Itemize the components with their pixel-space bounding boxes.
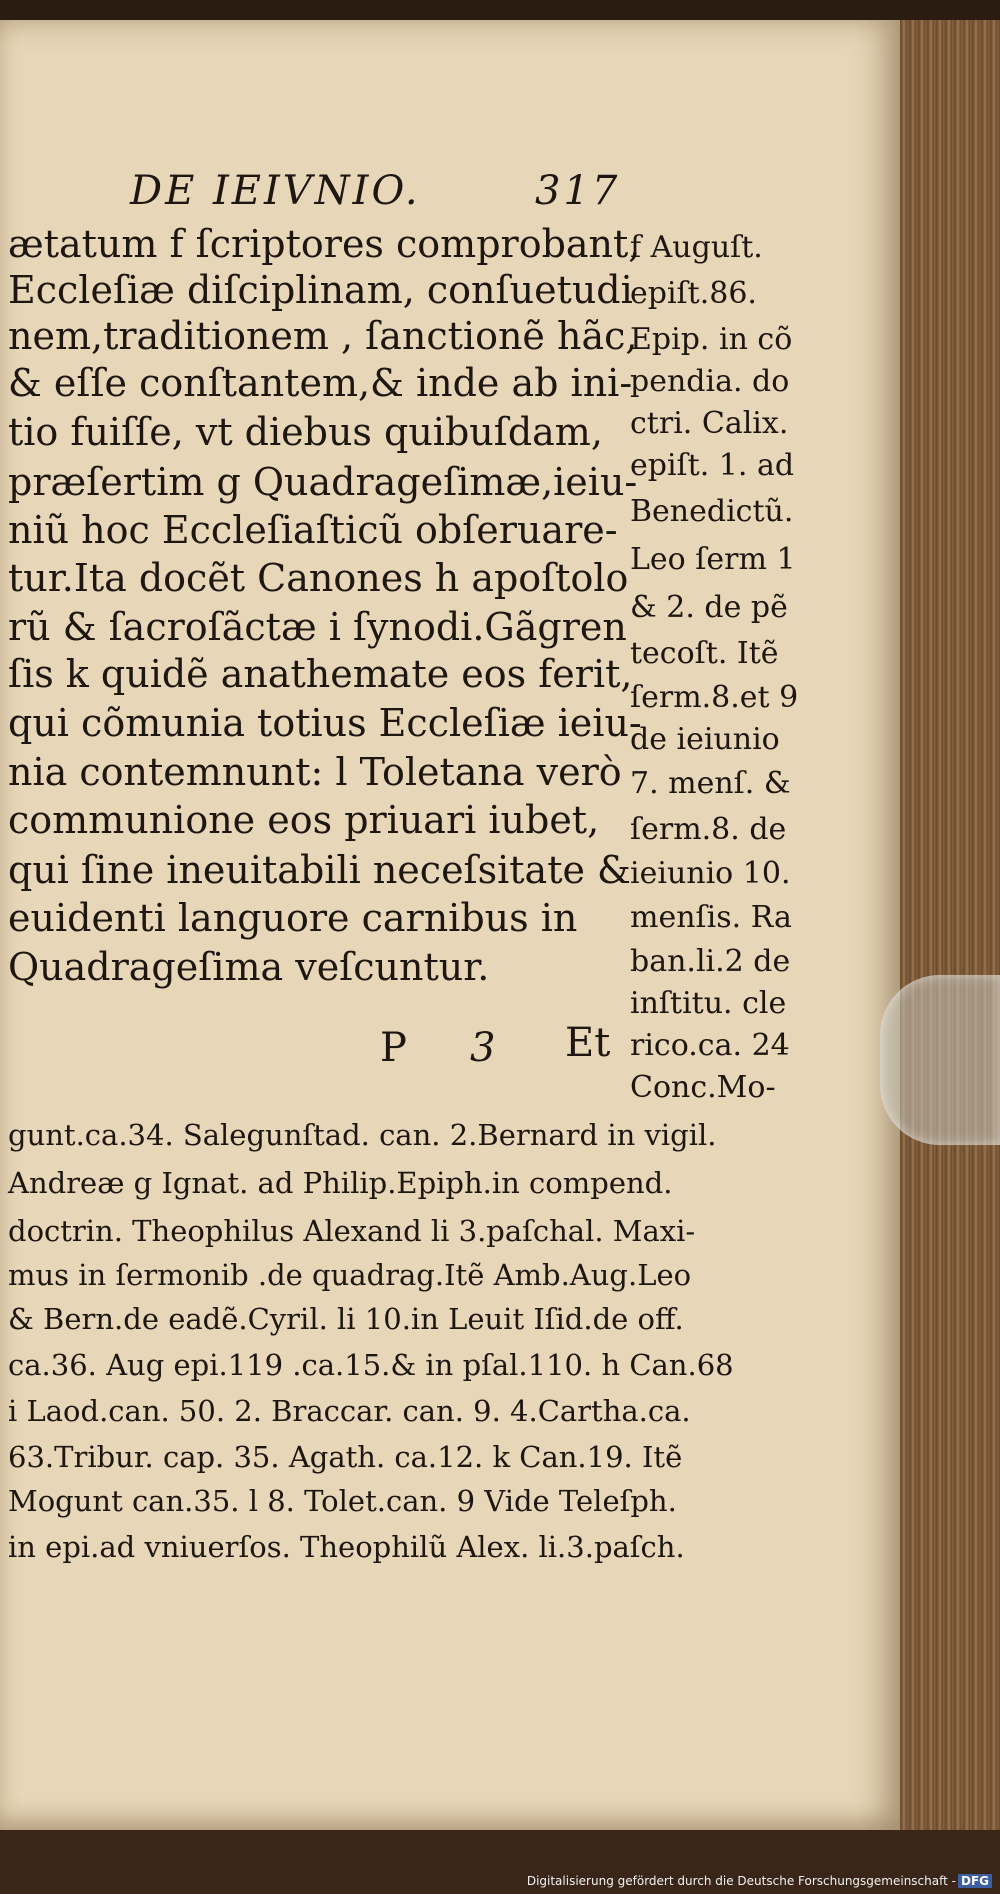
main-text-line: nem,traditionem , ſanctionẽ hãc, [8,314,638,358]
running-head: DE IEIVNIO. [130,168,421,214]
signature-mark: P [380,1025,407,1071]
margin-note: Epip. in cõ [630,322,793,357]
main-text-line: tur.Ita docẽt Canones h apoſtolo [8,556,629,600]
margin-note: tecoſt. Itẽ [630,636,779,671]
main-text-line: Eccleſiæ diſciplinam, conſuetudi [8,268,633,312]
main-text-line: qui ſine ineuitabili neceſsitate & [8,848,631,892]
margin-note: & 2. de pẽ [630,590,788,625]
main-text-line: niũ hoc Eccleſiaſticũ obſeruare- [8,508,618,552]
footnote-line: ca.36. Aug epi.119 .ca.15.& in pſal.110. h Can.68 [8,1348,734,1382]
page-number: 317 [535,168,621,214]
margin-note: 7. menſ. & [630,766,791,801]
main-text-line: & eſſe conſtantem,& inde ab ini- [8,361,633,405]
main-text-line: ſis k quidẽ anathemate eos ferit, [8,652,633,696]
margin-note: ſerm.8.et 9 [630,680,799,715]
main-text-line: ætatum f ſcriptores comprobant, [8,222,641,266]
main-text-line: euidenti languore carnibus in [8,896,578,940]
main-text-line: rũ & ſacroſãctæ i ſynodi.Gãgren [8,605,627,649]
scan-glass-clip [880,975,1000,1145]
catchword: Et [565,1020,611,1066]
margin-note: pendia. do [630,364,790,399]
margin-note: menſis. Ra [630,900,792,935]
footnote-line: mus in ſermonib .de quadrag.Itẽ Amb.Aug.Leo [8,1258,692,1292]
margin-note: f Auguſt. [630,230,763,265]
footnote-line: doctrin. Theophilus Alexand li 3.paſchal. Maxi- [8,1214,696,1248]
footnote-line: i Laod.can. 50. 2. Braccar. can. 9. 4.Cartha.ca. [8,1394,691,1428]
margin-note: ban.li.2 de [630,944,791,979]
main-text-line: nia contemnunt: l Toletana verò [8,750,622,794]
margin-note: Benedictũ. [630,494,794,529]
digitization-credit [527,1874,992,1888]
margin-note: epiſt. 1. ad [630,448,795,483]
main-text-line: præſertim g Quadrageſimæ,ieiu- [8,460,638,504]
footnote-line: & Bern.de eadẽ.Cyril. li 10.in Leuit Iſid.de off. [8,1302,684,1336]
margin-note: de ieiunio [630,722,780,757]
main-text-line: tio fuiſſe, vt diebus quibuſdam, [8,410,603,454]
margin-note: ieiunio 10. [630,856,791,891]
dfg-logo: DFG [958,1874,992,1888]
margin-note: rico.ca. 24 [630,1028,790,1063]
margin-note: epiſt.86. [630,276,757,311]
footnote-line: gunt.ca.34. Salegunſtad. can. 2.Bernard in vigil. [8,1118,717,1152]
main-text-line: communione eos priuari iubet, [8,798,600,842]
signature-number: 3 [470,1025,496,1071]
margin-note: ctri. Calix. [630,406,789,441]
margin-note: Leo ſerm 1 [630,542,796,577]
margin-note: inſtitu. cle [630,986,787,1021]
footnote-line: Andreæ g Ignat. ad Philip.Epiph.in compend. [8,1166,673,1200]
credit-text: Digitalisierung gefördert durch die Deutsche Forschungsgemeinschaft - [526,1874,956,1888]
footnote-line: 63.Tribur. cap. 35. Agath. ca.12. k Can.19. Itẽ [8,1440,683,1474]
margin-note: Conc.Mo- [630,1070,776,1105]
footnote-line: Mogunt can.35. l 8. Tolet.can. 9 Vide Teleſph. [8,1484,677,1518]
footnote-line: in epi.ad vniuerſos. Theophilũ Alex. li.3.paſch. [8,1530,685,1564]
main-text-line: Quadrageſima veſcuntur. [8,945,490,989]
main-text-line: qui cõmunia totius Eccleſiæ ieiu- [8,701,642,745]
margin-note: ſerm.8. de [630,812,787,847]
